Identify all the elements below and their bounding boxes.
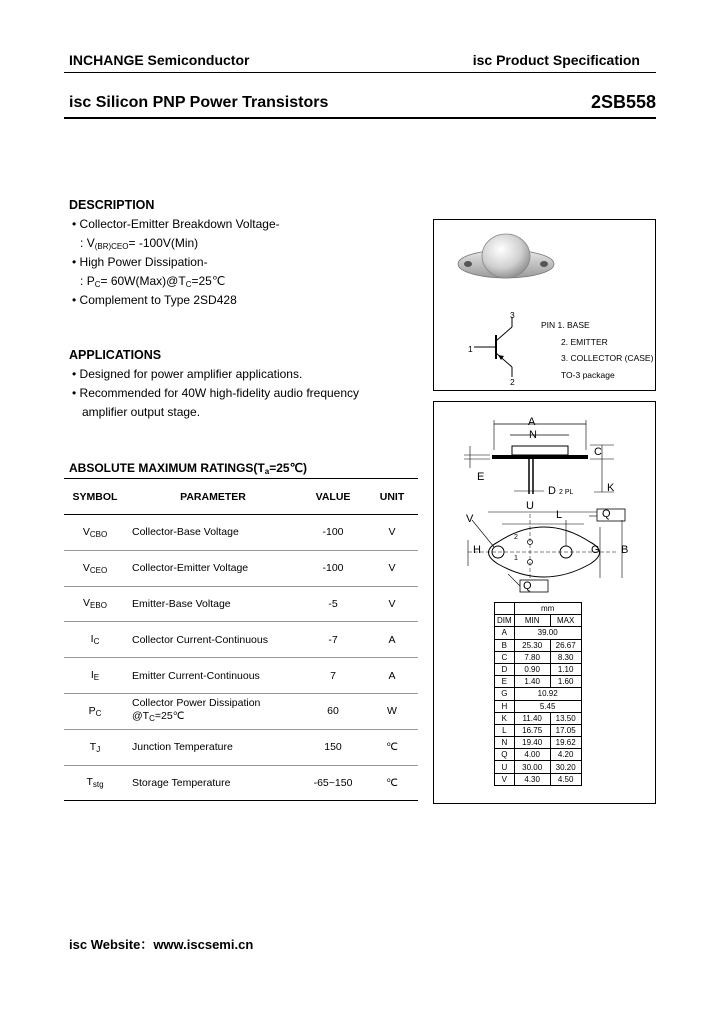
unit-cell: W bbox=[366, 693, 418, 729]
max-cell: 4.20 bbox=[550, 749, 581, 761]
ratings-heading bbox=[69, 461, 307, 476]
title-divider bbox=[64, 117, 656, 119]
parameter-cell: Collector Power Dissipation $@T_C=25℃$ bbox=[126, 693, 300, 729]
pin-label: PIN 1. BASE bbox=[541, 320, 590, 330]
application-line: amplifier output stage. bbox=[82, 405, 201, 419]
table-row bbox=[495, 651, 582, 663]
isc-logo-text: isc bbox=[472, 52, 493, 68]
company-name: INCHANGE Semiconductor bbox=[69, 52, 250, 68]
application-line: • Recommended for 40W high-fidelity audio frequency bbox=[72, 386, 360, 400]
table-row bbox=[495, 724, 582, 736]
dim-cell: N bbox=[495, 737, 515, 749]
table-row bbox=[64, 515, 418, 551]
dim-cell: V bbox=[495, 773, 515, 785]
unit-cell: ℃ bbox=[366, 765, 418, 801]
dim-cell: Q bbox=[495, 749, 515, 761]
column-header: MIN bbox=[514, 615, 550, 627]
table-row bbox=[64, 693, 418, 729]
symbol-cell: $P_C$ bbox=[64, 693, 126, 729]
spec-title bbox=[473, 52, 640, 68]
dim-cell: U bbox=[495, 761, 515, 773]
table-row bbox=[64, 765, 418, 801]
min-cell: 10.92 bbox=[514, 688, 581, 700]
min-cell: 39.00 bbox=[514, 627, 581, 639]
max-cell: 8.30 bbox=[550, 651, 581, 663]
unit-cell: V bbox=[366, 515, 418, 551]
dim-label-q2: Q bbox=[523, 580, 532, 592]
unit-cell: ℃ bbox=[366, 729, 418, 765]
dim-cell: C bbox=[495, 651, 515, 663]
table-row bbox=[495, 627, 582, 639]
symbol-cell: $T_{stg}$ bbox=[64, 765, 126, 801]
dim-label-g: G bbox=[591, 544, 600, 556]
symbol-cell: $T_J$ bbox=[64, 729, 126, 765]
pin-number: 3 bbox=[510, 310, 515, 320]
value-cell: 7 bbox=[300, 658, 366, 694]
min-cell: 1.40 bbox=[514, 676, 550, 688]
parameter-cell: Emitter Current-Continuous bbox=[126, 658, 300, 694]
dim-label-n: N bbox=[529, 429, 537, 441]
spec-label: Product Specification bbox=[492, 52, 640, 68]
product-line: Silicon PNP Power Transistors bbox=[91, 94, 329, 111]
dim-label-d: D 2 PL bbox=[548, 485, 574, 497]
dim-label-u: U bbox=[526, 500, 534, 512]
table-row bbox=[495, 639, 582, 651]
dim-label-c: C bbox=[594, 446, 602, 458]
website-label: Website： bbox=[87, 937, 154, 952]
dim-cell: K bbox=[495, 712, 515, 724]
subscript: C bbox=[94, 280, 101, 289]
symbol-cell: $V_{CBO}$ bbox=[64, 515, 126, 551]
isc-logo-text: isc bbox=[69, 94, 92, 111]
table-row bbox=[495, 712, 582, 724]
min-cell: 4.30 bbox=[514, 773, 550, 785]
table-row bbox=[64, 550, 418, 586]
pin-marker: 2 bbox=[514, 534, 518, 541]
parameter-cell: Storage Temperature bbox=[126, 765, 300, 801]
table-row bbox=[495, 700, 582, 712]
isc-logo-text: isc bbox=[69, 937, 88, 952]
max-cell: 17.05 bbox=[550, 724, 581, 736]
part-number: 2SB558 bbox=[590, 92, 656, 112]
applications-heading: APPLICATIONS bbox=[69, 348, 162, 362]
dimension-table bbox=[494, 602, 582, 786]
ratings-table bbox=[64, 478, 418, 801]
max-cell: 19.62 bbox=[550, 737, 581, 749]
min-cell: 19.40 bbox=[514, 737, 550, 749]
unit-row bbox=[495, 603, 582, 615]
dim-cell: H bbox=[495, 700, 515, 712]
dim-label-k: K bbox=[607, 482, 615, 494]
colon: : bbox=[80, 236, 84, 250]
pin-label: 2. EMITTER bbox=[561, 337, 608, 347]
description-line bbox=[80, 236, 198, 251]
column-header: PARAMETER bbox=[126, 479, 300, 515]
min-cell: 11.40 bbox=[514, 712, 550, 724]
description-line: • High Power Dissipation- bbox=[72, 255, 208, 269]
column-header: VALUE bbox=[300, 479, 366, 515]
column-header: SYMBOL bbox=[64, 479, 126, 515]
footer-website bbox=[69, 934, 253, 953]
parameter-cell: Collector Current-Continuous bbox=[126, 622, 300, 658]
table-row bbox=[495, 688, 582, 700]
unit-cell: V bbox=[366, 550, 418, 586]
parameter-cell: Collector-Base Voltage bbox=[126, 515, 300, 551]
table-row bbox=[64, 729, 418, 765]
max-cell: 1.10 bbox=[550, 663, 581, 675]
header-divider bbox=[64, 72, 656, 73]
value: = -100V(Min) bbox=[128, 236, 199, 250]
dim-label-e: E bbox=[477, 471, 485, 483]
dim-label-v: V bbox=[466, 513, 474, 525]
product-line-title bbox=[69, 94, 328, 112]
symbol-cell: $V_{EBO}$ bbox=[64, 586, 126, 622]
value-cell: -7 bbox=[300, 622, 366, 658]
value-cell: 150 bbox=[300, 729, 366, 765]
pin-label: 3. COLLECTOR (CASE) bbox=[561, 353, 654, 363]
dim-label-l: L bbox=[556, 509, 563, 521]
parameter-cell: Junction Temperature bbox=[126, 729, 300, 765]
max-cell: 1.60 bbox=[550, 676, 581, 688]
symbol-cell: $I_C$ bbox=[64, 622, 126, 658]
min-cell: 0.90 bbox=[514, 663, 550, 675]
dim-label-h: H bbox=[473, 544, 481, 556]
subscript: C bbox=[185, 280, 192, 289]
column-header: DIM bbox=[495, 615, 515, 627]
subscript: a bbox=[264, 467, 270, 476]
unit-cell: A bbox=[366, 622, 418, 658]
min-cell: 30.00 bbox=[514, 761, 550, 773]
dim-cell: A bbox=[495, 627, 515, 639]
max-cell: 30.20 bbox=[550, 761, 581, 773]
max-cell: 26.67 bbox=[550, 639, 581, 651]
dim-cell: E bbox=[495, 676, 515, 688]
symbol: P bbox=[86, 274, 95, 288]
table-row bbox=[64, 622, 418, 658]
dim-cell: L bbox=[495, 724, 515, 736]
unit-cell: V bbox=[366, 586, 418, 622]
table-row bbox=[495, 663, 582, 675]
table-row bbox=[495, 749, 582, 761]
subscript: (BR)CEO bbox=[94, 242, 129, 251]
symbol: V bbox=[86, 236, 95, 250]
min-cell: 4.00 bbox=[514, 749, 550, 761]
table-header-row bbox=[495, 615, 582, 627]
value-cell: 60 bbox=[300, 693, 366, 729]
value-cell: -65~150 bbox=[300, 765, 366, 801]
table-row bbox=[64, 658, 418, 694]
table-row bbox=[495, 737, 582, 749]
min-cell: 7.80 bbox=[514, 651, 550, 663]
pin-marker: 1 bbox=[514, 555, 518, 562]
website-url[interactable]: www.iscsemi.cn bbox=[153, 937, 254, 952]
colon: : bbox=[80, 274, 84, 288]
application-line: • Designed for power amplifier applications. bbox=[72, 367, 303, 381]
table-row bbox=[495, 676, 582, 688]
value: =25℃ bbox=[191, 274, 226, 288]
table-header-row bbox=[64, 479, 418, 515]
column-header: MAX bbox=[550, 615, 581, 627]
parameter-cell: Collector-Emitter Voltage bbox=[126, 550, 300, 586]
value-cell: -100 bbox=[300, 515, 366, 551]
description-line: • Collector-Emitter Breakdown Voltage- bbox=[72, 217, 280, 231]
value: = 60W(Max)@T bbox=[100, 274, 186, 288]
dim-label-q: Q bbox=[602, 508, 611, 520]
value-cell: -5 bbox=[300, 586, 366, 622]
description-heading: DESCRIPTION bbox=[69, 198, 155, 212]
min-cell: 5.45 bbox=[514, 700, 581, 712]
min-cell: 16.75 bbox=[514, 724, 550, 736]
description-line bbox=[80, 274, 225, 289]
package-type: TO-3 package bbox=[561, 370, 615, 380]
min-cell: 25.30 bbox=[514, 639, 550, 651]
value-cell: -100 bbox=[300, 550, 366, 586]
pin-number: 1 bbox=[468, 344, 473, 354]
dim-label-a: A bbox=[528, 416, 536, 428]
table-row bbox=[495, 761, 582, 773]
ratings-heading-text: =25℃) bbox=[269, 461, 308, 475]
max-cell: 13.50 bbox=[550, 712, 581, 724]
parameter-cell: Emitter-Base Voltage bbox=[126, 586, 300, 622]
column-header: UNIT bbox=[366, 479, 418, 515]
description-line: • Complement to Type 2SD428 bbox=[72, 293, 237, 307]
unit-cell: mm bbox=[514, 603, 581, 615]
symbol-cell: $V_{CEO}$ bbox=[64, 550, 126, 586]
table-row bbox=[64, 586, 418, 622]
blank-cell bbox=[495, 603, 515, 615]
dim-label-b: B bbox=[621, 544, 629, 556]
symbol-cell: $I_E$ bbox=[64, 658, 126, 694]
pin-number: 2 bbox=[510, 377, 515, 387]
dim-cell: G bbox=[495, 688, 515, 700]
unit-cell: A bbox=[366, 658, 418, 694]
ratings-heading-text: ABSOLUTE MAXIMUM RATINGS(T bbox=[69, 461, 265, 475]
table-row bbox=[495, 773, 582, 785]
dim-cell: D bbox=[495, 663, 515, 675]
max-cell: 4.50 bbox=[550, 773, 581, 785]
dim-cell: B bbox=[495, 639, 515, 651]
